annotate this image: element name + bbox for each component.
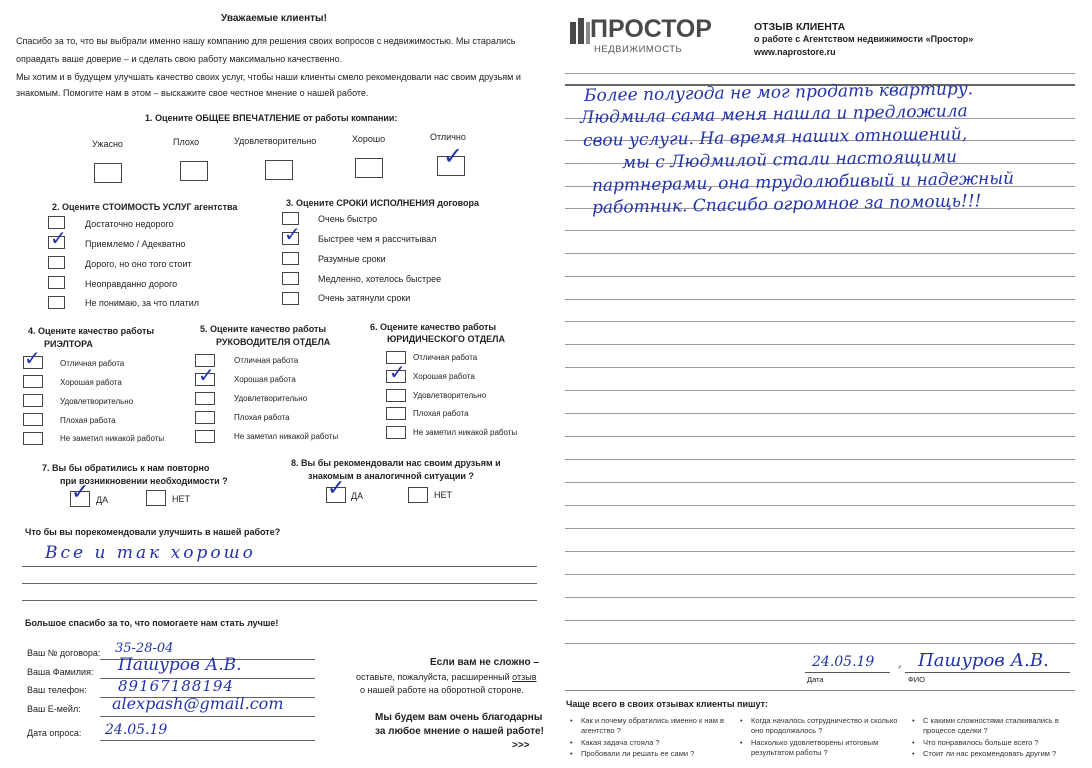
signature-line [805, 672, 890, 673]
q7-no-checkbox[interactable] [146, 490, 166, 506]
q5-checkbox[interactable] [195, 411, 215, 424]
greeting: Уважаемые клиенты! [221, 13, 327, 24]
signature-name[interactable]: Пашуров А.В. [918, 650, 1049, 671]
separator: , [898, 656, 902, 670]
ruled-line [565, 551, 1075, 552]
logo-text: ПРОСТОР [590, 15, 712, 43]
ruled-line [565, 505, 1075, 506]
field-line [100, 740, 315, 741]
ruled-line [565, 299, 1075, 300]
checkmark-icon: ✓ [71, 480, 90, 505]
q7-title: при возникновении необходимости ? [60, 476, 228, 486]
review-line: Людмила сама меня нашла и предложила [579, 101, 968, 128]
surname-label: Ваша Фамилия: [27, 667, 94, 677]
q6-option-label: Хорошая работа [413, 372, 475, 381]
review-line: Более полугода не мог продать квартиру. [583, 79, 974, 106]
intro-text: Спасибо за то, что вы выбрали именно нашу компанию для решения своих вопросов с недвижимостью. Мы старались [16, 36, 516, 46]
q6-option-label: Плохая работа [413, 409, 469, 418]
review-line: работник. Спасибо огромное за помощь!!! [591, 191, 982, 218]
surname-value[interactable]: Пашуров А.В. [118, 655, 242, 675]
q2-checkbox[interactable] [48, 296, 65, 309]
review-line: свои услуги. На время наших отношений, [582, 124, 968, 151]
fio-caption: ФИО [908, 675, 925, 684]
q1-option-label: Удовлетворительно [234, 136, 317, 146]
q2-option-label: Достаточно недорого [85, 219, 174, 229]
email-label: Ваш E-мейл: [27, 704, 81, 714]
review-line: партнерами, она трудолюбивый и надежный [591, 168, 1015, 196]
q2-checkbox[interactable] [48, 256, 65, 269]
faq-item: Насколько удовлетворены итоговым результатом работы ? [751, 738, 879, 757]
q1-checkbox[interactable] [265, 160, 293, 180]
q6-option-label: Отличная работа [413, 353, 478, 362]
intro-text: знакомым. Помогите нам в этом – выскажите свое честное мнение о нашей работе. [16, 88, 369, 98]
faq-item: Какая задача стояла ? [581, 738, 660, 747]
phone-value[interactable]: 89167188194 [118, 677, 234, 695]
q4-option-label: Хорошая работа [60, 378, 122, 387]
faq-item: Когда началось сотрудничество и сколько оно продолжалось ? [751, 716, 898, 735]
faq-item: Стоит ли нас рекомендовать другим ? [923, 749, 1057, 758]
q5-option-label: Плохая работа [234, 413, 290, 422]
q4-checkbox[interactable] [23, 413, 43, 426]
q1-title: 1. Оцените ОБЩЕЕ ВПЕЧАТЛЕНИЕ от работы компании: [145, 113, 398, 123]
q4-option-label: Не заметил никакой работы [60, 434, 165, 443]
ruled-line [565, 643, 1075, 644]
house-logo-icon [570, 18, 590, 44]
note-text [356, 672, 536, 682]
intro-text: оправдать ваше доверие – и сделать свою работу максимально качественно. [16, 54, 343, 64]
q1-option-label: Отлично [430, 132, 466, 142]
answer-line [22, 600, 537, 601]
q8-yes-label: ДА [351, 491, 364, 501]
phone-label: Ваш телефон: [27, 685, 87, 695]
q3-option-label: Быстрее чем я рассчитывал [318, 234, 437, 244]
checkmark-icon: ✓ [198, 363, 215, 387]
q8-no-checkbox[interactable] [408, 487, 428, 503]
q4-title: 4. Оцените качество работы [28, 326, 155, 336]
q8-no-label: НЕТ [434, 490, 452, 500]
q1-checkbox[interactable] [355, 158, 383, 178]
checkmark-icon: ✓ [443, 142, 464, 170]
q3-option-label: Разумные сроки [318, 254, 386, 264]
q6-title: 6. Оцените качество работы [370, 322, 497, 332]
checkmark-icon: ✓ [389, 360, 406, 384]
ruled-line [565, 276, 1075, 277]
q5-title: РУКОВОДИТЕЛЯ ОТДЕЛА [216, 337, 331, 347]
email-value[interactable]: alexpash@gmail.com [112, 694, 284, 713]
checkmark-icon: ✓ [50, 226, 67, 250]
ruled-line [565, 528, 1075, 529]
improve-question: Что бы вы порекомендовали улучшить в нашей работе? [25, 527, 281, 537]
q6-checkbox[interactable] [386, 426, 406, 439]
q8-title: знакомым в аналогичной ситуации ? [308, 471, 474, 481]
note-text: о нашей работе на оборотной стороне. [360, 685, 524, 695]
answer-line [22, 566, 537, 567]
ruled-line [565, 620, 1075, 621]
q6-checkbox[interactable] [386, 407, 406, 420]
q7-title: 7. Вы бы обратились к нам повторно [42, 463, 210, 473]
signature-line [905, 672, 1070, 673]
ruled-line [565, 597, 1075, 598]
ruled-line [565, 253, 1075, 254]
field-line [100, 716, 315, 717]
q6-checkbox[interactable] [386, 389, 406, 402]
q7-no-label: НЕТ [172, 494, 190, 504]
checkmark-icon: ✓ [284, 222, 301, 246]
q3-title: 3. Оцените СРОКИ ИСПОЛНЕНИЯ договора [286, 198, 479, 208]
ruled-line [565, 390, 1075, 391]
q6-option-label: Не заметил никакой работы [413, 428, 518, 437]
q7-yes-label: ДА [96, 495, 109, 505]
faq-item: Как и почему обратились именно к нам в агентство ? [581, 716, 724, 735]
ruled-line [565, 574, 1075, 575]
review-header-title: ОТЗЫВ КЛИЕНТА [754, 21, 846, 33]
q4-option-label: Удовлетворительно [60, 397, 134, 406]
faq-item: С какими сложностями сталкивались в процессе сделки ? [923, 716, 1059, 735]
q6-title: ЮРИДИЧЕСКОГО ОТДЕЛА [387, 334, 505, 344]
q5-option-label: Удовлетворительно [234, 394, 308, 403]
q5-option-label: Хорошая работа [234, 375, 296, 384]
date-label: Дата опроса: [27, 728, 82, 738]
intro-text: Мы хотим и в будущем улучшать качество своих услуг, чтобы наши клиенты смело рекомендовали нас своим друзьям и [16, 72, 521, 82]
note-text: за любое мнение о нашей работе! [375, 726, 544, 737]
q5-option-label: Не заметил никакой работы [234, 432, 339, 441]
q3-option-label: Очень затянули сроки [318, 293, 411, 303]
q3-checkbox[interactable] [282, 292, 299, 305]
q4-checkbox[interactable] [23, 432, 43, 445]
q2-option-label: Не понимаю, за что платил [85, 298, 200, 308]
note-text-part: оставьте, пожалуйста, расширенный [356, 672, 510, 682]
q1-option-label: Ужасно [92, 139, 123, 149]
q1-option-label: Хорошо [352, 134, 386, 144]
q4-option-label: Плохая работа [60, 416, 116, 425]
q4-option-label: Отличная работа [60, 359, 125, 368]
faq-item: Пробовали ли решать ее сами ? [581, 749, 695, 758]
contract-label: Ваш № договора: [27, 648, 101, 658]
q5-option-label: Отличная работа [234, 356, 299, 365]
q4-checkbox[interactable] [23, 375, 43, 388]
q2-option-label: Приемлемо / Адекватно [85, 239, 186, 249]
checkmark-icon: ✓ [327, 476, 346, 501]
q2-option-label: Дорого, но оно того стоит [85, 259, 192, 269]
q1-checkbox[interactable] [94, 163, 122, 183]
q3-option-label: Медленно, хотелось быстрее [318, 274, 442, 284]
ruled-line [565, 436, 1075, 437]
q2-option-label: Неоправданно дорого [85, 279, 178, 289]
contract-value[interactable]: 35-28-04 [115, 641, 174, 656]
q5-checkbox[interactable] [195, 430, 215, 443]
checkmark-icon: ✓ [24, 346, 41, 370]
q1-checkbox[interactable] [180, 161, 208, 181]
faq-item: Что понравилось больше всего ? [923, 738, 1039, 747]
ruled-line [565, 73, 1075, 74]
ruled-line [565, 413, 1075, 414]
improve-answer[interactable]: Все и так хорошо [45, 543, 256, 563]
review-header-subtitle: о работе с Агентством недвижимости «Простор» [754, 34, 974, 44]
q5-checkbox[interactable] [195, 392, 215, 405]
divider [565, 690, 1075, 691]
date-caption: Дата [807, 675, 824, 684]
ruled-line [565, 230, 1075, 231]
q5-title: 5. Оцените качество работы [200, 324, 327, 334]
q4-title: РИЭЛТОРА [44, 339, 93, 349]
faq-title: Чаще всего в своих отзывах клиенты пишут: [566, 699, 769, 709]
ruled-line [565, 344, 1075, 345]
q3-checkbox[interactable] [282, 272, 299, 285]
website-link[interactable]: www.naprostore.ru [754, 47, 836, 57]
ruled-line [565, 482, 1075, 483]
ruled-line [565, 321, 1075, 322]
q8-title: 8. Вы бы рекомендовали нас своим друзьям и [291, 458, 501, 468]
q6-option-label: Удовлетворительно [413, 391, 487, 400]
review-link[interactable]: отзыв [512, 672, 537, 682]
q4-checkbox[interactable] [23, 394, 43, 407]
q1-option-label: Плохо [173, 137, 200, 147]
signature-date[interactable]: 24.05.19 [812, 654, 875, 670]
ruled-line [565, 459, 1075, 460]
note-text: Мы будем вам очень благодарны [375, 712, 543, 723]
q2-title: 2. Оцените СТОИМОСТЬ УСЛУГ агентства [52, 202, 238, 212]
thanks-text: Большое спасибо за то, что помогаете нам стать лучше! [25, 618, 279, 628]
answer-line [22, 583, 537, 584]
date-value[interactable]: 24.05.19 [105, 722, 168, 738]
arrows-icon: >>> [512, 740, 530, 751]
logo-subtext: НЕДВИЖИМОСТЬ [594, 44, 683, 55]
q3-option-label: Очень быстро [318, 214, 378, 224]
ruled-line [565, 367, 1075, 368]
q2-checkbox[interactable] [48, 276, 65, 289]
note-text: Если вам не сложно – [430, 657, 539, 668]
q3-checkbox[interactable] [282, 252, 299, 265]
review-line: мы с Людмилой стали настоящими [621, 147, 958, 173]
